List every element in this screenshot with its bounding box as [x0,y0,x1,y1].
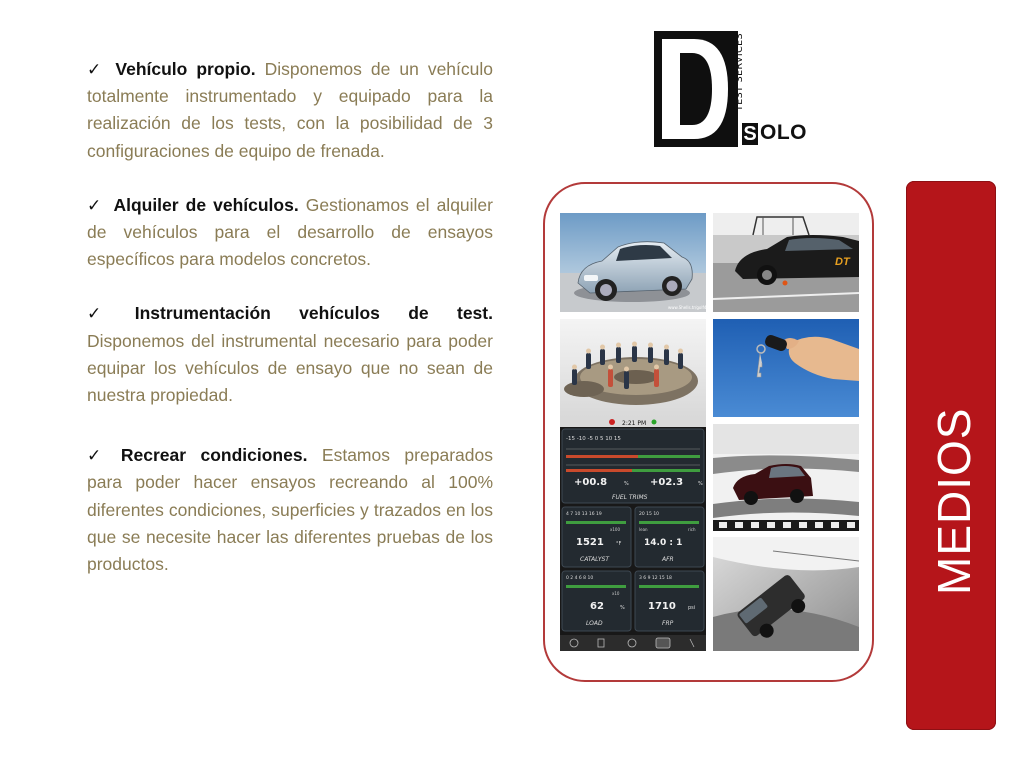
photo-credit: www.Shells.tr/golf4 [668,305,706,310]
load-value: 62 [590,601,604,612]
svg-text:rich: rich [688,527,696,532]
logo-wordmark: OLO [760,121,807,144]
afr-value: 14.0 : 1 [644,538,683,548]
svg-text:lean: lean [639,527,648,532]
photo-suv-snow-track [713,424,859,531]
fuel-trims-label: FUEL TRIMS [612,494,648,501]
feature-item-instrumentation [87,300,493,409]
svg-text:20 15 10: 20 15 10 [639,512,660,517]
load-label: LOAD [586,620,603,627]
feature-title: Recrear condiciones. [120,445,308,466]
checkmark-icon: ✓ [87,195,104,215]
logo-d-mark [654,31,738,147]
checkmark-icon: ✓ [87,60,106,79]
feature-item-recreate-conditions [87,442,493,578]
svg-text:%: % [620,605,625,611]
photo-car-key [713,319,859,417]
fuel-trim-right-value: +02.3 [650,477,684,488]
photo-test-car-track [713,213,859,312]
feature-list [87,56,493,578]
feature-description: Estamos preparados para poder hacer ensayos recreando al 100% diferentes condiciones, superficies y trazados en los que se necesite hacer las diferentes pruebas de los productos. [87,445,493,575]
photo-team-on-gears [560,319,706,417]
frp-label: FRP [662,620,674,627]
fuel-trim-scale: -15 -10 -5 0 5 10 15 [566,436,621,442]
frp-value: 1710 [648,601,676,612]
feature-description: Disponemos del instrumental necesario para poder equipar los vehículos de ensayo que no sean de nuestra propiedad. [87,330,493,406]
svg-text:%: % [624,481,629,487]
svg-text:°F: °F [616,541,622,547]
feature-description: Disponemos de un vehículo totalmente instrumentado y equipado para la realización de los tests, con la posibilidad de 3 configuraciones de equipo de frenada. [87,59,493,161]
gauge-clock: 2:21 PM [622,420,647,427]
svg-text:x100: x100 [610,527,621,532]
catalyst-label: CATALYST [580,556,609,563]
feature-title: Instrumentación vehículos de test. [134,303,493,324]
feature-title: Vehículo propio. [115,59,256,79]
svg-text:4 7 10 13 16 19: 4 7 10 13 16 19 [566,512,602,517]
test-car-badge: DT [835,256,850,268]
catalyst-value: 1521 [576,537,604,548]
svg-text:0 2 4 6 8 10: 0 2 4 6 8 10 [566,576,594,581]
logo-s-letter: S [743,123,757,145]
afr-label: AFR [662,556,674,563]
photo-silver-car [560,213,706,312]
company-logo: TEST SERVICES S OLO [654,31,794,149]
svg-text:x10: x10 [612,591,620,596]
svg-text:%: % [698,481,703,487]
feature-item-own-vehicle [87,56,493,165]
feature-item-vehicle-rental [87,192,493,274]
photo-diagnostic-gauges [560,417,706,651]
checkmark-icon: ✓ [87,304,125,324]
checkmark-icon: ✓ [87,446,111,466]
feature-title: Alquiler de vehículos. [113,194,299,215]
section-tab-label: MEDIOS [928,407,980,595]
feature-description: Gestionamos el alquiler de vehículos para el desarrollo de ensayos específicos para modelos concretos. [87,194,493,270]
svg-text:3 6 9 12 15 18: 3 6 9 12 15 18 [639,576,672,581]
fuel-trim-left-value: +00.8 [574,477,608,488]
section-tab-medios [906,181,996,730]
photo-van-banked-track [713,537,859,651]
svg-text:psi: psi [688,605,696,611]
